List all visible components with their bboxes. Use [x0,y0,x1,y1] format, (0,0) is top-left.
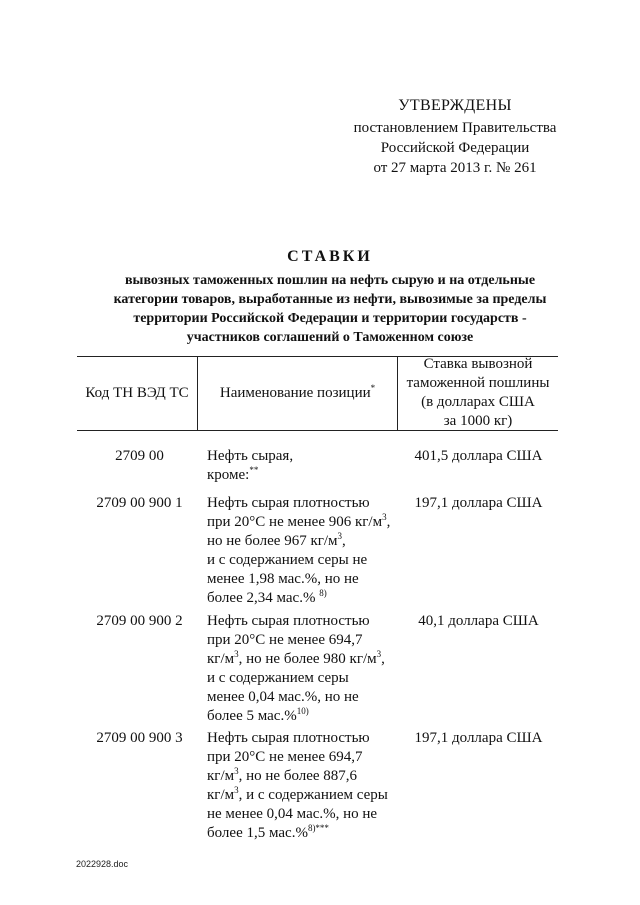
tariff-code: 2709 00 900 2 [96,613,183,629]
subtitle-line: участников соглашений о Таможенном союзе [186,330,474,345]
footnote-mark: ** [249,465,259,475]
approval-heading: УТВЕРЖДЕНЫ [398,97,512,114]
approval-block [340,96,570,178]
duty-rate: 197,1 доллара США [414,730,543,746]
footnote-mark: 8)*** [307,823,329,833]
document-subtitle [70,271,590,347]
tariff-code: 2709 00 [115,448,164,464]
duty-rate: 40,1 доллара США [418,613,539,629]
tariff-code: 2709 00 900 1 [96,495,183,511]
tariff-code: 2709 00 900 3 [96,730,183,746]
subtitle-line: вывозных таможенных пошлин на нефть сырую и на отдельные [124,273,536,288]
header-name [198,356,397,430]
position-name: Нефть сырая плотностью при 20°С не менее 906 $кг/м^3$, но не более 967 $кг/м^3$, и с содержанием серы не менее 1,98 мас.%, но не более 2,34 мас.% $^{8)}$ [207,495,391,606]
header-name-label: Наименование позиции* [219,382,376,401]
position-name: Нефть сырая, кроме:** [207,448,294,483]
footnote-mark: 8) [319,588,327,598]
duty-rate: 401,5 доллара США [414,448,543,464]
footnote-mark: * [370,382,376,393]
duty-rate: 197,1 доллара США [414,495,543,511]
approval-line: от 27 марта 2013 г. № 261 [373,160,537,176]
header-code-label: Код ТН ВЭД ТС [85,384,189,401]
approval-line: Российской Федерации [380,140,530,156]
position-name: Нефть сырая плотностью при 20°С не менее 694,7 $кг/м^3$, но не более 980 $кг/м^3$, и с содержанием серы менее 0,04 мас.%, но не более 5 мас.%$^{10)}$ [207,613,385,724]
footnote-mark: 10) [296,706,309,716]
approval-line: постановлением Правительства [353,120,557,136]
file-name-footer: 2022928.doc [76,859,129,869]
header-rate-label: Ставка вывозной таможенной пошлины (в долларах США за 1000 кг) [406,356,550,429]
position-name: Нефть сырая плотностью при 20°С не менее 694,7 $кг/м^3$, но не более 887,6 $кг/м^3$, и с содержанием серы не менее 0,04 мас.%, но не более 1,5 мас.%$^{8)***}$ [207,730,388,841]
header-rate [398,356,558,430]
document-title: СТАВКИ [287,248,373,265]
subtitle-line: категории товаров, выработанные из нефти, вывозимые за пределы [113,292,547,307]
subtitle-line: территории Российской Федерации и территории государств - [133,311,527,326]
header-code [77,356,197,430]
